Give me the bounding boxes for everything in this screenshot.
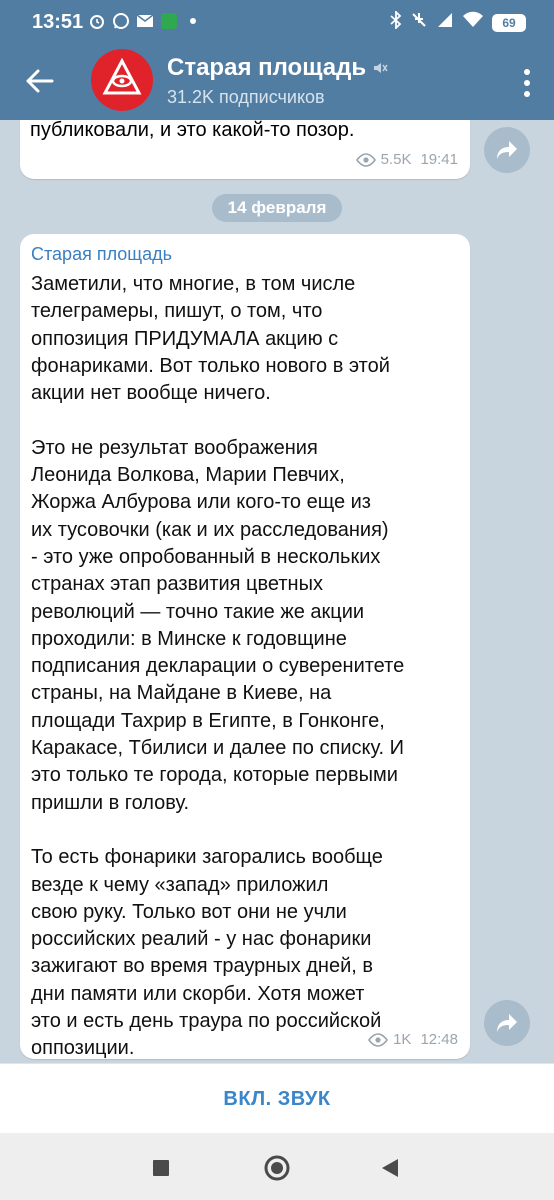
bottom-action-bar bbox=[0, 1063, 554, 1134]
message-views: 5.5K bbox=[380, 151, 412, 168]
message-text: Заметили, что многие, в том числе телеграмеры, пишут, о том, что оппозиция ПРИДУМАЛА акцию с фонариками. Вот только нового в этой акции нет вообще ничего. Это не результат воображения Леонида Волкова, Марии Певчих, Жоржа Албурова или кого-то еще из их тусовочки (как и их расследования) - это уже опробованный в нескольких странах этап развития цветных революций — точно такие же акции проходили: в Минске к годовщине подписания декларации о суверенитете страны, на Майдане в Киеве, на площади Тахрир в Египте, в Гонконге, Каракасе, Тбилиси и далее по списку. И это только те города, которые первыми пришли в голову. То есть фонарики загорались вообще везде к чему «запад» приложил свою руку. Только вот они не учли российских реалий - у нас фонарики зажигают во время траурных дней, в дни памяти или скорби. Хотя может это и есть день траура по российской оппозиции. bbox=[31, 273, 405, 1060]
message-meta bbox=[356, 151, 458, 168]
message-author[interactable]: Старая площадь bbox=[31, 244, 172, 264]
status-bar bbox=[0, 0, 554, 42]
back-triangle-icon[interactable] bbox=[380, 1158, 400, 1183]
share-button[interactable] bbox=[484, 1000, 530, 1046]
message-bubble[interactable] bbox=[20, 234, 470, 1059]
status-time: 13:51 bbox=[32, 11, 84, 33]
message-text: публиковали, и это какой-то позор. bbox=[30, 120, 355, 141]
battery-icon: 69 bbox=[492, 14, 526, 32]
home-icon[interactable] bbox=[263, 1154, 291, 1187]
chat-header bbox=[0, 42, 554, 120]
bluetooth-icon bbox=[390, 11, 402, 34]
message-views: 1K bbox=[393, 1031, 412, 1048]
wifi-icon bbox=[462, 11, 484, 34]
views-eye-icon bbox=[356, 153, 376, 167]
recents-icon[interactable] bbox=[152, 1159, 170, 1182]
message-bubble[interactable] bbox=[20, 120, 470, 179]
views-eye-icon bbox=[368, 1033, 388, 1047]
message-meta bbox=[368, 1031, 458, 1048]
mute-icon bbox=[410, 11, 428, 34]
more-vertical-icon[interactable] bbox=[522, 68, 532, 98]
mute-speaker-icon bbox=[372, 55, 388, 83]
channel-title[interactable] bbox=[167, 54, 388, 83]
system-icons bbox=[390, 11, 526, 34]
unmute-button[interactable]: ВКЛ. ЗВУК bbox=[223, 1087, 331, 1110]
notification-icons bbox=[88, 12, 202, 30]
app-icon bbox=[160, 12, 178, 30]
mail-icon bbox=[136, 12, 154, 30]
dot-icon bbox=[184, 12, 202, 30]
back-arrow-icon[interactable] bbox=[22, 64, 56, 98]
message-time: 19:41 bbox=[420, 151, 458, 168]
alarm-icon bbox=[88, 12, 106, 30]
subscriber-count: 31.2K подписчиков bbox=[167, 87, 325, 107]
system-nav-bar bbox=[0, 1133, 554, 1200]
share-button[interactable] bbox=[484, 127, 530, 173]
chat-area[interactable] bbox=[0, 120, 554, 1063]
channel-avatar[interactable] bbox=[91, 49, 153, 111]
channel-title-text: Старая площадь bbox=[167, 54, 367, 81]
whatsapp-icon bbox=[112, 12, 130, 30]
signal-icon bbox=[436, 11, 454, 34]
message-time: 12:48 bbox=[420, 1031, 458, 1048]
date-separator: 14 февраля bbox=[212, 194, 342, 222]
